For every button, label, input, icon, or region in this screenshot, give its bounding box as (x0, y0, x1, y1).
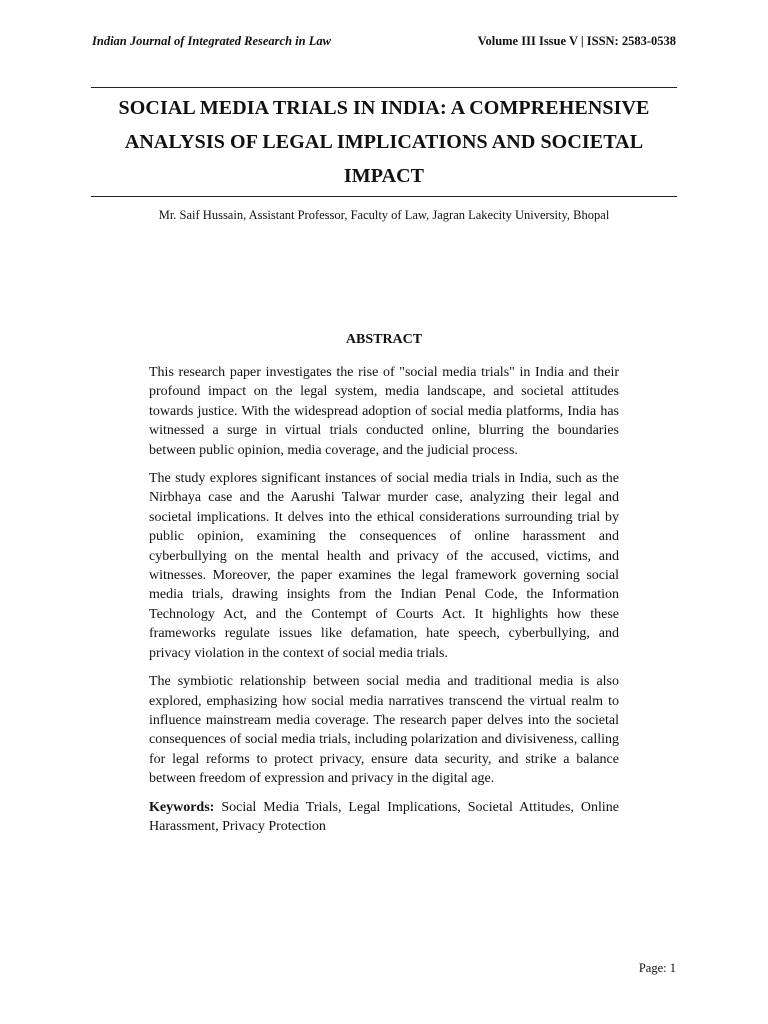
page-number: Page: 1 (638, 961, 676, 975)
journal-name: Indian Journal of Integrated Research in Law (92, 34, 331, 48)
title-line-2: ANALYSIS OF LEGAL IMPLICATIONS AND SOCIETAL (124, 131, 644, 153)
paper-title (91, 91, 677, 193)
abstract-heading: ABSTRACT (345, 332, 423, 347)
title-bottom-rule (91, 196, 677, 197)
abstract-paragraph-2: The study explores significant instances of social media trials in India, such as the Nirbhaya case and the Aarushi Talwar murder case, analyzing their legal and societal implications. It delves into the ethical considerations surrounding trial by public opinion, examining the consequences of online harassment and cyberbullying on the mental health and privacy of the accused, victims, and witnesses. Moreover, the paper examines the legal framework governing social media trials, drawing insights from the Indian Penal Code, the Information Technology Act, and the Contempt of Courts Act. It highlights how these frameworks regulate issues like defamation, hate speech, cyberbullying, and privacy violation in the context of social media trials. (149, 471, 619, 661)
title-line-1: SOCIAL MEDIA TRIALS IN INDIA: A COMPREHENSIVE (118, 97, 650, 119)
abstract-body (149, 363, 619, 845)
abstract-paragraph-1: This research paper investigates the rise of "social media trials" in India and their profound impact on the legal system, media landscape, and societal attitudes towards justice. With the widespread adoption of social media platforms, India has witnessed a surge in virtual trials conducted online, blurring the boundaries between public opinion, media coverage, and the judicial process. (149, 365, 619, 458)
author-affiliation: Mr. Saif Hussain, Assistant Professor, Faculty of Law, Jagran Lakecity University, Bhopal (158, 208, 610, 222)
keywords (149, 798, 619, 837)
keywords-text: Social Media Trials, Legal Implications, Societal Attitudes, Online Harassment, Privacy Protection (149, 799, 619, 834)
abstract-paragraph-3: The symbiotic relationship between social media and traditional media is also explored, emphasizing how social media narratives transcend the virtual realm to influence mainstream media coverage. The research paper delves into the societal consequences of social media trials, including polarization and divisiveness, calling for legal reforms to protect privacy, ensure data security, and strike a balance between freedom of expression and privacy in the digital age. (149, 674, 619, 787)
title-line-3: IMPACT (343, 165, 425, 187)
volume-issn: Volume III Issue V | ISSN: 2583-0538 (477, 34, 676, 48)
title-top-rule (91, 87, 677, 88)
keywords-label: Keywords: (149, 799, 215, 815)
